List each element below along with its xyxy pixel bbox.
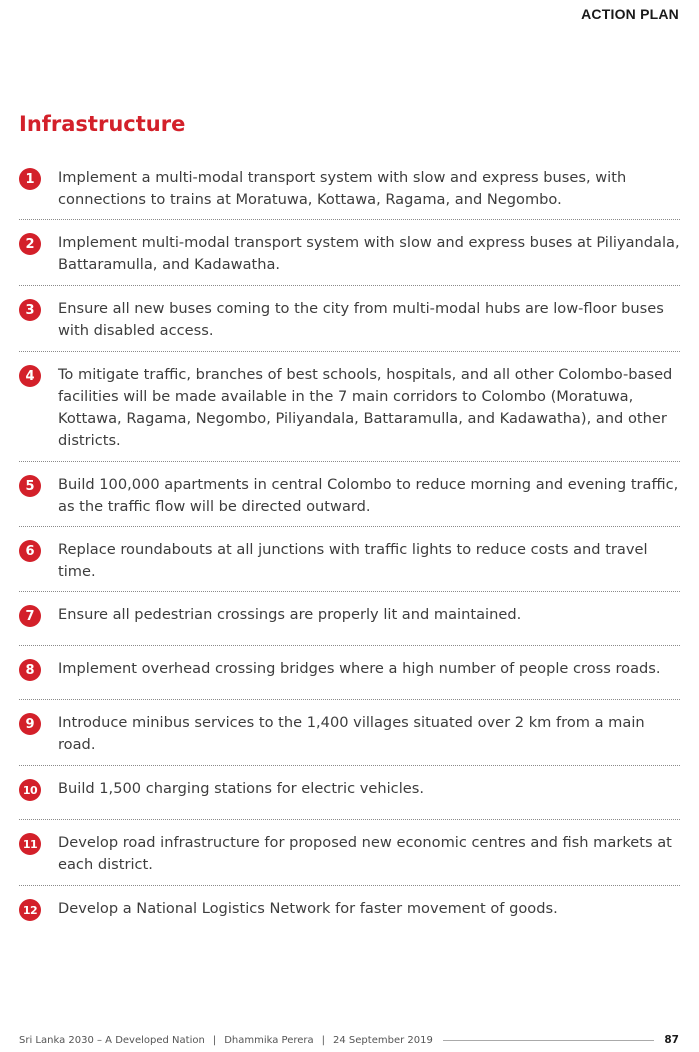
number-badge: 4 — [19, 365, 41, 387]
section-header: ACTION PLAN — [581, 6, 679, 22]
footer-separator: | — [321, 1034, 326, 1046]
list-item — [19, 766, 680, 820]
list-item — [19, 646, 680, 700]
list-item — [19, 527, 680, 592]
number-badge: 10 — [19, 779, 41, 801]
list-item — [19, 286, 680, 352]
page-title: Infrastructure — [19, 112, 186, 136]
item-text: Develop a National Logistics Network for faster movement of goods. — [58, 900, 558, 917]
number-badge: 12 — [19, 899, 41, 921]
list-item — [19, 700, 680, 766]
item-text: Introduce minibus services to the 1,400 villages situated over 2 km from a main road. — [58, 714, 645, 753]
list-item — [19, 166, 680, 220]
item-text: Build 100,000 apartments in central Colombo to reduce morning and evening traffic, as the traffic flow will be directed outward. — [58, 476, 679, 515]
footer-date: 24 September 2019 — [333, 1034, 433, 1046]
list-item — [19, 220, 680, 286]
list-item — [19, 592, 680, 646]
number-badge: 6 — [19, 540, 41, 562]
page-number: 87 — [664, 1034, 679, 1046]
number-badge: 5 — [19, 475, 41, 497]
list-item — [19, 352, 680, 462]
item-text: Develop road infrastructure for proposed new economic centres and fish markets at each district. — [58, 834, 672, 873]
page-footer — [19, 1034, 679, 1046]
item-text: Implement overhead crossing bridges where a high number of people cross roads. — [58, 660, 661, 677]
item-text: Build 1,500 charging stations for electric vehicles. — [58, 780, 424, 797]
number-badge: 7 — [19, 605, 41, 627]
item-text: Implement multi-modal transport system with slow and express buses at Piliyandala, Battaramulla, and Kadawatha. — [58, 234, 680, 273]
list-item — [19, 462, 680, 527]
number-badge: 1 — [19, 168, 41, 190]
footer-author: Dhammika Perera — [224, 1034, 314, 1046]
number-badge: 9 — [19, 713, 41, 735]
item-text: Ensure all pedestrian crossings are properly lit and maintained. — [58, 606, 522, 623]
footer-rule — [443, 1040, 655, 1041]
number-badge: 11 — [19, 833, 41, 855]
footer-publication: Sri Lanka 2030 – A Developed Nation — [19, 1034, 205, 1046]
item-text: Ensure all new buses coming to the city from multi-modal hubs are low-floor buses with disabled access. — [58, 300, 664, 339]
number-badge: 3 — [19, 299, 41, 321]
list-item — [19, 820, 680, 886]
list-item — [19, 886, 680, 930]
number-badge: 2 — [19, 233, 41, 255]
footer-separator: | — [212, 1034, 217, 1046]
action-list — [19, 166, 680, 930]
item-text: Replace roundabouts at all junctions with traffic lights to reduce costs and travel time. — [58, 541, 648, 580]
item-text: Implement a multi-modal transport system with slow and express buses, with connections to trains at Moratuwa, Kottawa, Ragama, and Negombo. — [58, 169, 627, 208]
item-text: To mitigate traffic, branches of best schools, hospitals, and all other Colombo-based facilities will be made available in the 7 main corridors to Colombo (Moratuwa, Kottawa, Ragama, Negombo, Piliyandala, Battaramulla, and Kadawatha), and other districts. — [58, 366, 673, 449]
number-badge: 8 — [19, 659, 41, 681]
